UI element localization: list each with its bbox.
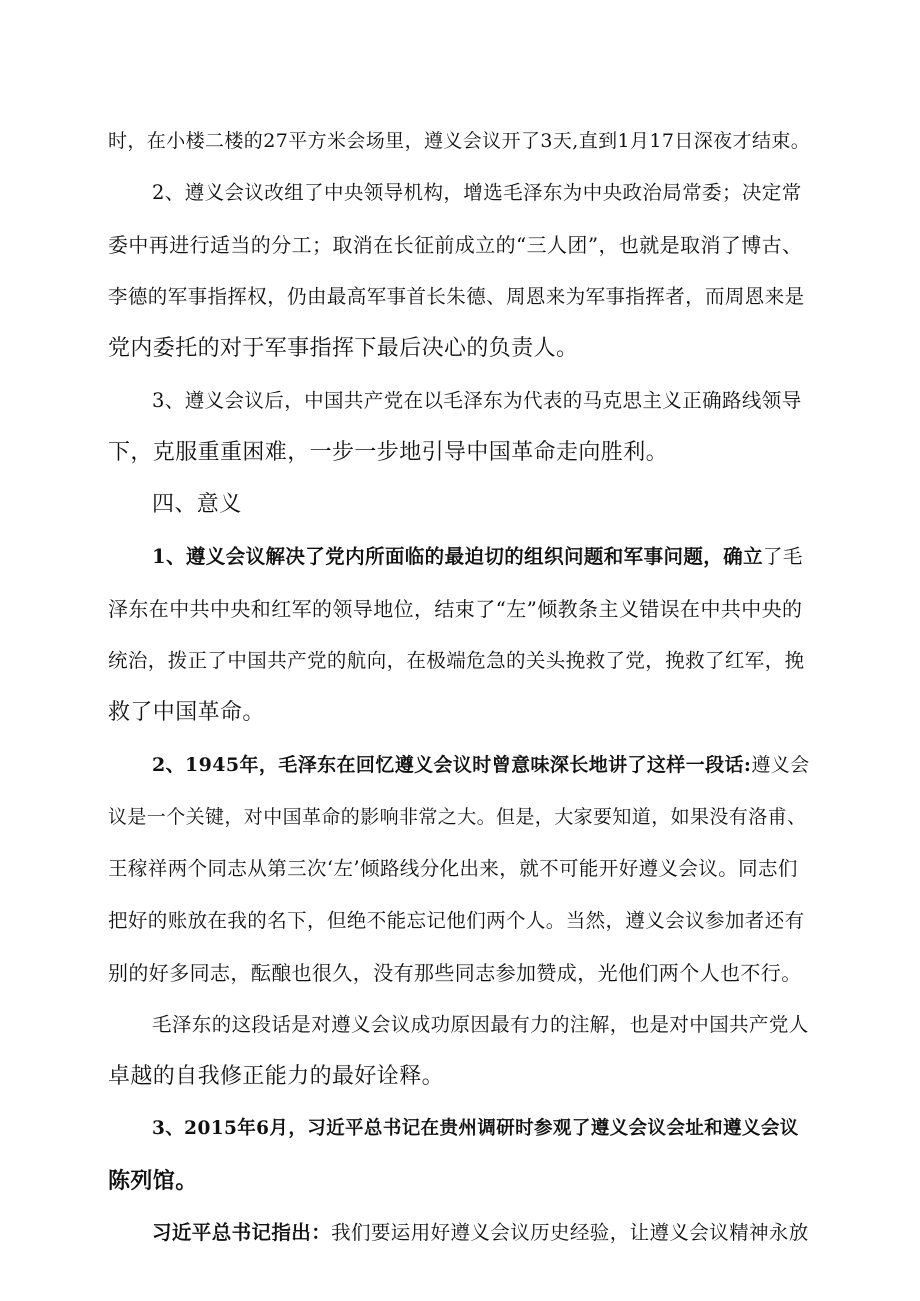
line-text: 遵义会 xyxy=(751,754,810,776)
bold-text: 1、遵义会议解决了党内所面临的最迫切的组织问题和军事问题，确立 xyxy=(152,545,763,568)
line-text: 救了中国革命。 xyxy=(108,700,265,725)
paragraph-line xyxy=(108,1166,812,1197)
line-text: 党内委托的对于军事指挥下最后决心的负责人。 xyxy=(108,336,579,361)
bold-text: 2、1945年，毛泽东在回忆遵义会议时曾意味深长地讲了这样一段话: xyxy=(152,754,752,776)
line-text: 泽东在中共中央和红军的领导地位，结束了“左”倾教条主义错误在中共中央的 xyxy=(108,597,803,621)
line-text: 3、遵义会议后，中国共产党在以毛泽东为代表的马克思主义正确路线领导 xyxy=(152,389,802,412)
paragraph-line xyxy=(108,698,812,728)
line-text: 下，克服重重困难，一步一步地引导中国革命走向胜利。 xyxy=(108,440,669,465)
paragraph-line xyxy=(152,386,812,416)
line-text: 委中再进行适当的分工；取消在长征前成立的“三人团”，也就是取消了博古、 xyxy=(108,233,803,257)
paragraph-line xyxy=(152,1114,812,1144)
line-text: 统治，拨正了中国共产党的航向，在极端危急的关头挽救了党，挽救了红军，挽 xyxy=(108,649,805,672)
bold-text: 习近平总书记指出： xyxy=(152,1221,332,1244)
line-text: 别的好多同志，酝酿也很久，没有那些同志参加赞成，光他们两个人也不行。 xyxy=(108,961,802,985)
paragraph-line xyxy=(152,178,812,208)
line-text: 议是一个关键，对中国革命的影响非常之大。但是，大家要知道，如果没有洛甫、 xyxy=(108,806,807,828)
paragraph-line xyxy=(152,1218,812,1248)
line-text: 了毛 xyxy=(762,545,803,568)
paragraph-line xyxy=(108,854,812,884)
bold-text: 陈列馆。 xyxy=(108,1168,198,1194)
line-text: 时，在小楼二楼的27平方米会场里，遵义会议开了3天,直到1月17日深夜才结束。 xyxy=(108,130,811,152)
heading-text: 四、意义 xyxy=(152,492,242,517)
line-text: 李德的军事指挥权，仍由最高军事首长朱德、周恩来为军事指挥者，而周恩来是 xyxy=(108,285,805,308)
paragraph-line xyxy=(152,750,812,780)
paragraph-line xyxy=(108,282,812,312)
paragraph-line xyxy=(152,542,812,572)
paragraph-line xyxy=(108,958,812,988)
section-heading xyxy=(152,490,812,520)
paragraph-line xyxy=(108,438,812,468)
paragraph-line xyxy=(108,802,812,832)
line-text: 毛泽东的这段话是对遵义会议成功原因最有力的注解，也是对中国共产党人 xyxy=(152,1013,809,1036)
paragraph-line xyxy=(108,906,812,936)
line-text: 王稼祥两个同志从第三次‘左’倾路线分化出来，就不可能开好遵义会议。同志们 xyxy=(108,857,798,880)
paragraph-line xyxy=(108,126,812,156)
paragraph-line xyxy=(108,1062,812,1092)
line-text: 把好的账放在我的名下，但绝不能忘记他们两个人。当然，遵义会议参加者还有 xyxy=(108,909,805,932)
paragraph-line xyxy=(152,1010,812,1040)
line-text: 卓越的自我修正能力的最好诠释。 xyxy=(108,1064,445,1089)
paragraph-line xyxy=(108,646,812,676)
bold-text: 3、2015年6月，习近平总书记在贵州调研时参观了遵义会议会址和遵义会议 xyxy=(152,1118,799,1139)
paragraph-line xyxy=(108,230,812,260)
line-text: 我们要运用好遵义会议历史经验，让遵义会议精神永放 xyxy=(331,1221,809,1244)
paragraph-line xyxy=(108,594,812,624)
line-text: 2、遵义会议改组了中央领导机构，增选毛泽东为中央政治局常委；决定常 xyxy=(152,181,802,204)
paragraph-line xyxy=(108,334,812,364)
